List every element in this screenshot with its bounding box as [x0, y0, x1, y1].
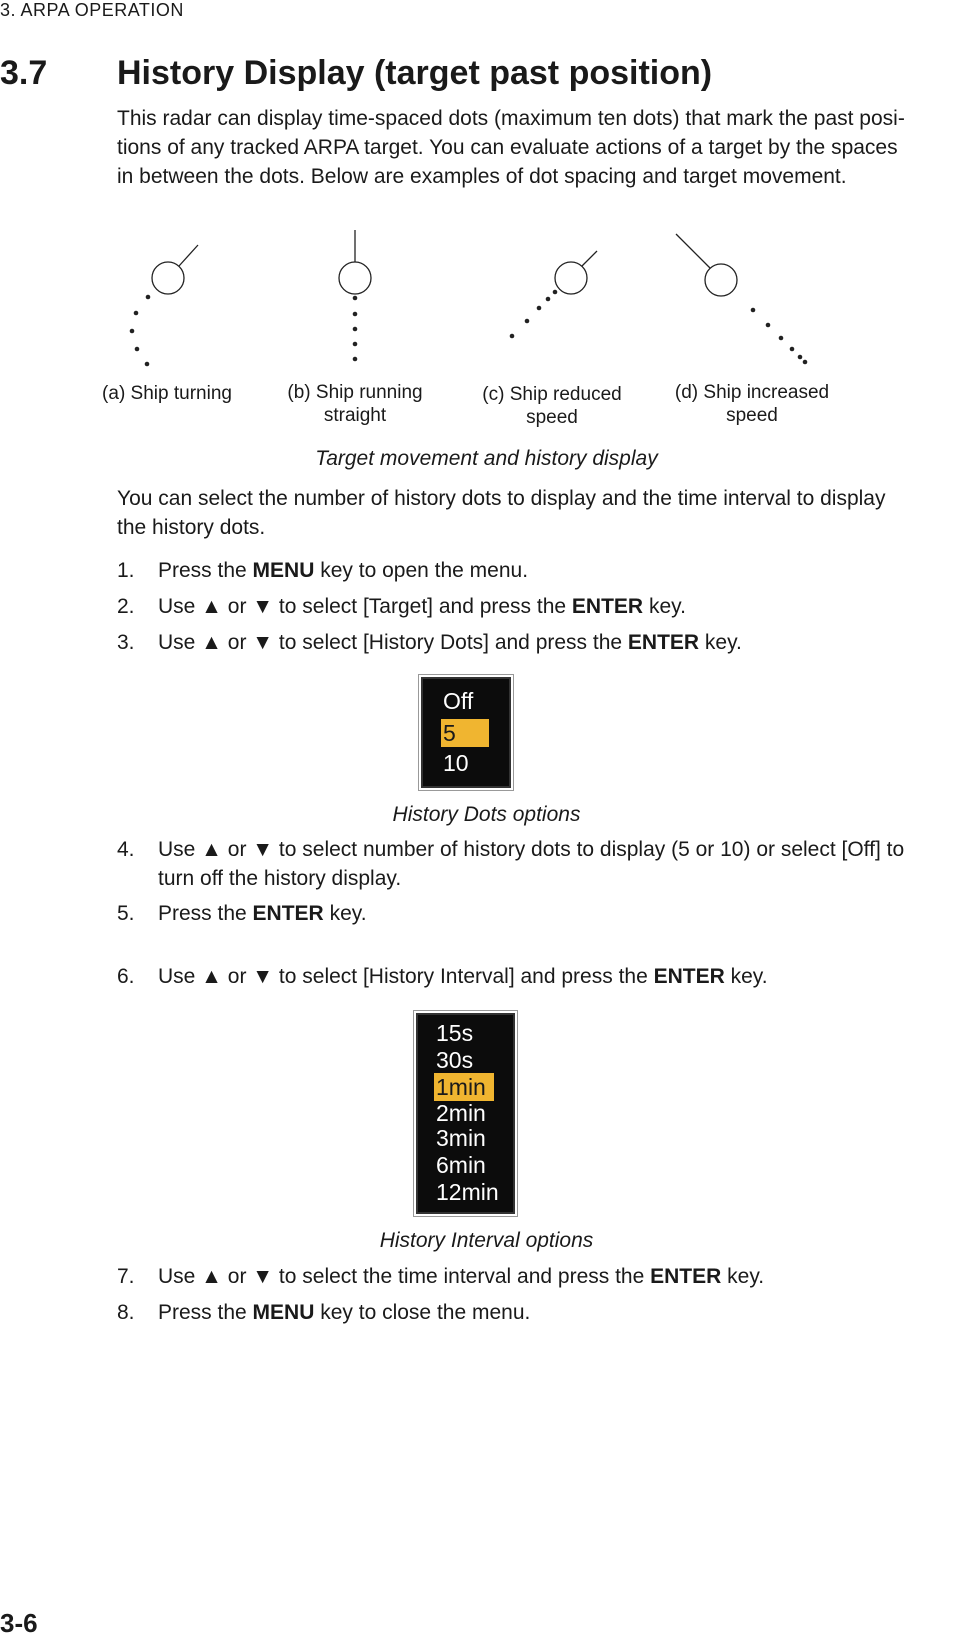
- history-dot: [751, 308, 756, 313]
- history-dot: [510, 334, 515, 339]
- vector-line-a: [179, 245, 198, 266]
- key-name: ENTER: [653, 965, 725, 988]
- target-symbol-b: [339, 262, 371, 294]
- page-number: 3-6: [0, 1608, 38, 1638]
- menu-option-12min[interactable]: 12min: [436, 1179, 499, 1205]
- history-dot: [353, 342, 358, 347]
- step-number: 4.: [117, 838, 135, 861]
- step-number: 7.: [117, 1265, 135, 1288]
- section-number: 3.7: [0, 54, 48, 92]
- intro-line: tions of any tracked ARPA target. You can evaluate actions of a target by the spaces: [117, 136, 898, 159]
- history-dot: [525, 319, 530, 324]
- key-name: ENTER: [650, 1265, 722, 1288]
- key-name: MENU: [252, 1301, 315, 1324]
- history-dot: [537, 306, 542, 311]
- history-dot: [779, 336, 784, 341]
- history-dot: [798, 355, 803, 360]
- step-number: 2.: [117, 595, 135, 618]
- history-dots-menu: [421, 677, 511, 788]
- intro-line: in between the dots. Below are examples of dot spacing and target movement.: [117, 165, 847, 188]
- step-text: Use ▲ or ▼ to select the time interval and press the ENTER key.: [158, 1265, 765, 1288]
- diagram-label-c: [457, 383, 647, 429]
- history-dot: [145, 362, 150, 367]
- vector-line-d: [676, 234, 710, 268]
- vector-line-c: [582, 251, 597, 266]
- step-number: 1.: [117, 559, 135, 582]
- menu-option-10[interactable]: 10: [443, 750, 469, 776]
- menu-option-5[interactable]: 5: [441, 719, 489, 747]
- step-number: 8.: [117, 1301, 135, 1324]
- history-dots-caption: History Dots options: [392, 803, 581, 826]
- label-line: speed: [526, 407, 578, 428]
- selection-paragraph: [117, 484, 973, 542]
- target-symbol-a: [152, 262, 184, 294]
- menu-option-15s[interactable]: 15s: [436, 1020, 474, 1046]
- history-dot: [353, 296, 358, 301]
- label-line: (d) Ship increased: [674, 382, 830, 403]
- target-symbol-d: [705, 264, 737, 296]
- section-title: History Display (target past position): [117, 54, 713, 92]
- key-name: MENU: [252, 559, 315, 582]
- step-text: Use ▲ or ▼ to select number of history dots to display (5 or 10) or select [Off] to turn off the history display.: [158, 838, 905, 890]
- label-line: (b) Ship running: [287, 382, 423, 403]
- intro-line: This radar can display time-spaced dots (maximum ten dots) that mark the past posi-: [117, 107, 905, 130]
- history-dot: [790, 347, 795, 352]
- diagram-label-a: (a) Ship turning: [102, 383, 232, 404]
- menu-option-30s[interactable]: 30s: [436, 1047, 474, 1073]
- label-line: speed: [726, 405, 778, 426]
- step-number: 3.: [117, 631, 135, 654]
- diagram-label-d: [657, 381, 847, 427]
- para-line: the history dots.: [117, 516, 266, 539]
- label-line: (c) Ship reduced: [482, 384, 622, 405]
- step-text: Press the ENTER key.: [158, 902, 367, 925]
- menu-option-off[interactable]: Off: [443, 688, 474, 714]
- target-symbol-c: [555, 262, 587, 294]
- history-dot: [130, 329, 135, 334]
- menu-option-6min[interactable]: 6min: [436, 1152, 486, 1178]
- para-line: You can select the number of history dots to display and the time interval to display: [117, 487, 886, 510]
- step-text: Press the MENU key to open the menu.: [158, 559, 529, 582]
- history-dot: [146, 295, 151, 300]
- history-dot: [353, 312, 358, 317]
- history-dot: [134, 311, 139, 316]
- key-name: ENTER: [252, 902, 324, 925]
- history-interval-caption: History Interval options: [379, 1229, 594, 1252]
- step-text: Use ▲ or ▼ to select [Target] and press the ENTER key.: [158, 595, 686, 618]
- history-dot: [135, 347, 140, 352]
- history-dot: [553, 290, 558, 295]
- label-line: straight: [323, 405, 387, 426]
- history-dot: [353, 327, 358, 332]
- history-dot: [766, 323, 771, 328]
- step-number: 5.: [117, 902, 135, 925]
- step-number: 6.: [117, 965, 135, 988]
- diagram-label-b: [260, 381, 450, 427]
- diagram-caption: Target movement and history display: [315, 447, 658, 470]
- menu-option-3min[interactable]: 3min: [436, 1125, 486, 1151]
- step-text: Press the MENU key to close the menu.: [158, 1301, 531, 1324]
- history-interval-menu: [416, 1013, 515, 1214]
- step-text: Use ▲ or ▼ to select [History Dots] and press the ENTER key.: [158, 631, 742, 654]
- key-name: ENTER: [571, 595, 644, 618]
- history-dot: [353, 357, 358, 362]
- menu-option-2min[interactable]: 2min: [436, 1100, 486, 1126]
- key-name: ENTER: [627, 631, 700, 654]
- history-dot: [546, 297, 551, 302]
- step-text: Use ▲ or ▼ to select [History Interval] and press the ENTER key.: [158, 965, 768, 988]
- history-dot: [803, 360, 808, 365]
- running-header: 3. ARPA OPERATION: [0, 0, 184, 20]
- menu-option-1min[interactable]: 1min: [434, 1073, 494, 1101]
